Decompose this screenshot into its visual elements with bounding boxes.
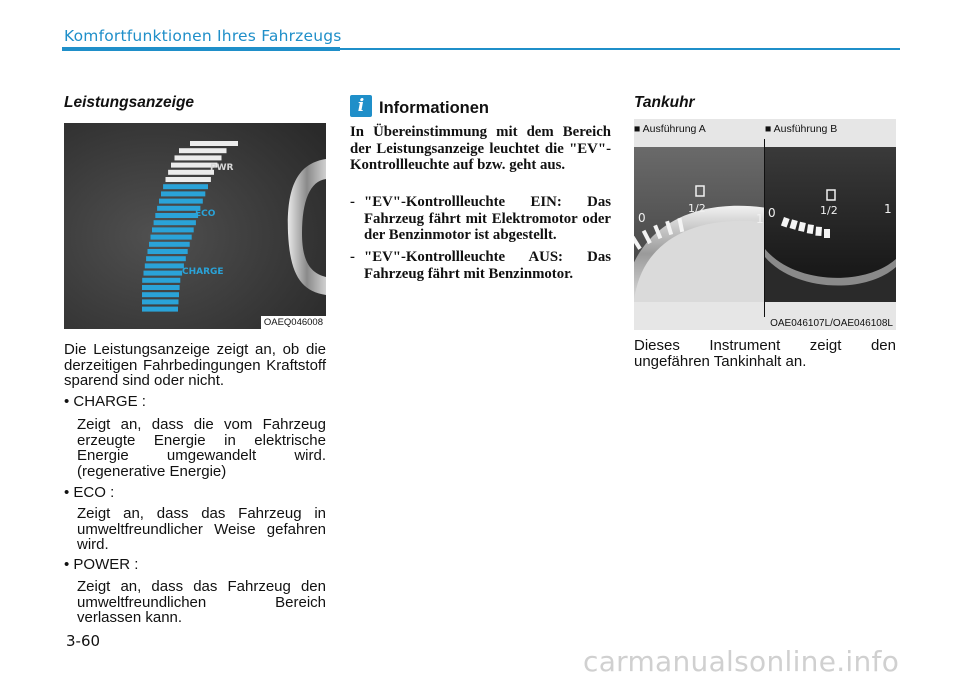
power-segment xyxy=(149,242,190,247)
fuel-gauge-illustration xyxy=(634,119,896,330)
power-segment xyxy=(159,199,203,204)
power-segment xyxy=(151,235,192,240)
power-segment xyxy=(142,285,180,290)
fuel-gauge-heading: Tankuhr xyxy=(634,94,695,111)
header-rule-thick xyxy=(62,47,340,51)
watermark: carmanualsonline.info xyxy=(583,645,900,678)
info-title: Informationen xyxy=(379,99,489,117)
power-segment xyxy=(146,256,186,261)
variant-b-label: ■ Ausführung B xyxy=(765,123,838,135)
info-dash-1: - xyxy=(350,194,355,210)
figure-code: OAEQ046008 xyxy=(261,316,326,329)
gauge-b-full: 1 xyxy=(884,202,892,216)
charge-label: CHARGE xyxy=(182,267,224,277)
gauge-b-empty: 0 xyxy=(768,206,776,220)
bullet-charge-label: • CHARGE : xyxy=(64,393,146,410)
power-segment xyxy=(152,227,194,232)
variant-a-label: ■ Ausführung A xyxy=(634,123,706,135)
header-rule-thin xyxy=(340,48,900,50)
fuel-tick xyxy=(679,218,682,232)
power-segment xyxy=(190,141,238,146)
power-segment xyxy=(155,213,198,218)
bullet-eco-desc: Zeigt an, dass das Fahrzeug in umweltfreundlicher Weise gefahren wird. xyxy=(77,505,326,553)
power-segment xyxy=(142,307,178,312)
info-item-ev-off: "EV"-Kontrollleuchte AUS: Das Fahrzeug fährt mit Benzinmotor. xyxy=(364,249,611,282)
fuel-tick-b xyxy=(824,229,830,238)
info-icon: i xyxy=(350,95,372,117)
power-segment xyxy=(168,170,214,175)
info-item-ev-on: "EV"-Kontrollleuchte EIN: Das Fahrzeug fährt mit Elektromotor oder der Benzinmotor ist abgestellt. xyxy=(364,194,611,243)
eco-label: ECO xyxy=(195,209,216,219)
bullet-charge-desc: Zeigt an, dass die vom Fahrzeug erzeugte Energie in elektrische Energie umgewandelt wird. (regenerative Energie) xyxy=(77,416,326,480)
power-segment xyxy=(163,184,208,189)
power-meter-heading: Leistungsanzeige xyxy=(64,94,195,111)
fuel-tick-b xyxy=(815,227,822,236)
power-segment xyxy=(148,249,188,254)
power-meter-illustration xyxy=(64,123,326,329)
power-segment xyxy=(142,292,179,297)
power-segment xyxy=(142,278,180,283)
power-segment xyxy=(161,191,205,196)
fuel-gauge-a xyxy=(634,147,784,330)
power-segment xyxy=(144,271,183,276)
bullet-power-desc: Zeigt an, dass das Fahrzeug den umweltfreundlichen Bereich verlassen kann. xyxy=(77,578,326,626)
fuel-tick-b xyxy=(807,224,814,234)
power-segment xyxy=(166,177,211,182)
gauge-a-half: 1/2 xyxy=(688,202,706,215)
fuel-figure-code: OAE046107L/OAE046108L xyxy=(770,318,893,329)
power-segment xyxy=(145,263,184,268)
power-meter-figure xyxy=(64,123,326,329)
power-segment xyxy=(175,155,222,160)
fuel-gauge-text: Dieses Instrument zeigt den ungefähren Tankinhalt an. xyxy=(634,337,896,370)
section-title: Komfortfunktionen Ihres Fahrzeugs xyxy=(64,27,342,45)
fuel-gauge-b xyxy=(765,147,896,302)
fuel-gauge-figure xyxy=(634,119,896,330)
info-dash-2: - xyxy=(350,249,355,265)
page-number: 3-60 xyxy=(66,632,101,650)
power-segment xyxy=(154,220,196,225)
power-segment xyxy=(142,299,179,304)
info-paragraph: In Übereinstimmung mit dem Bereich der Leistungsanzeige leuchtet die "EV"-Kontrollleuchte auf bzw. geht aus. xyxy=(350,124,611,173)
power-meter-intro: Die Leistungsanzeige zeigt an, ob die derzeitigen Fahrbedingungen Kraftstoff sparend sind oder nicht. xyxy=(64,341,326,389)
gauge-a-empty: 0 xyxy=(638,211,646,225)
gauge-a-full: 1 xyxy=(756,212,764,226)
bullet-eco-label: • ECO : xyxy=(64,484,115,501)
pwr-label: PWR xyxy=(210,163,234,173)
power-segment xyxy=(157,206,200,211)
bullet-power-label: • POWER : xyxy=(64,556,139,573)
power-segment xyxy=(179,148,227,153)
gauge-b-half: 1/2 xyxy=(820,204,838,217)
